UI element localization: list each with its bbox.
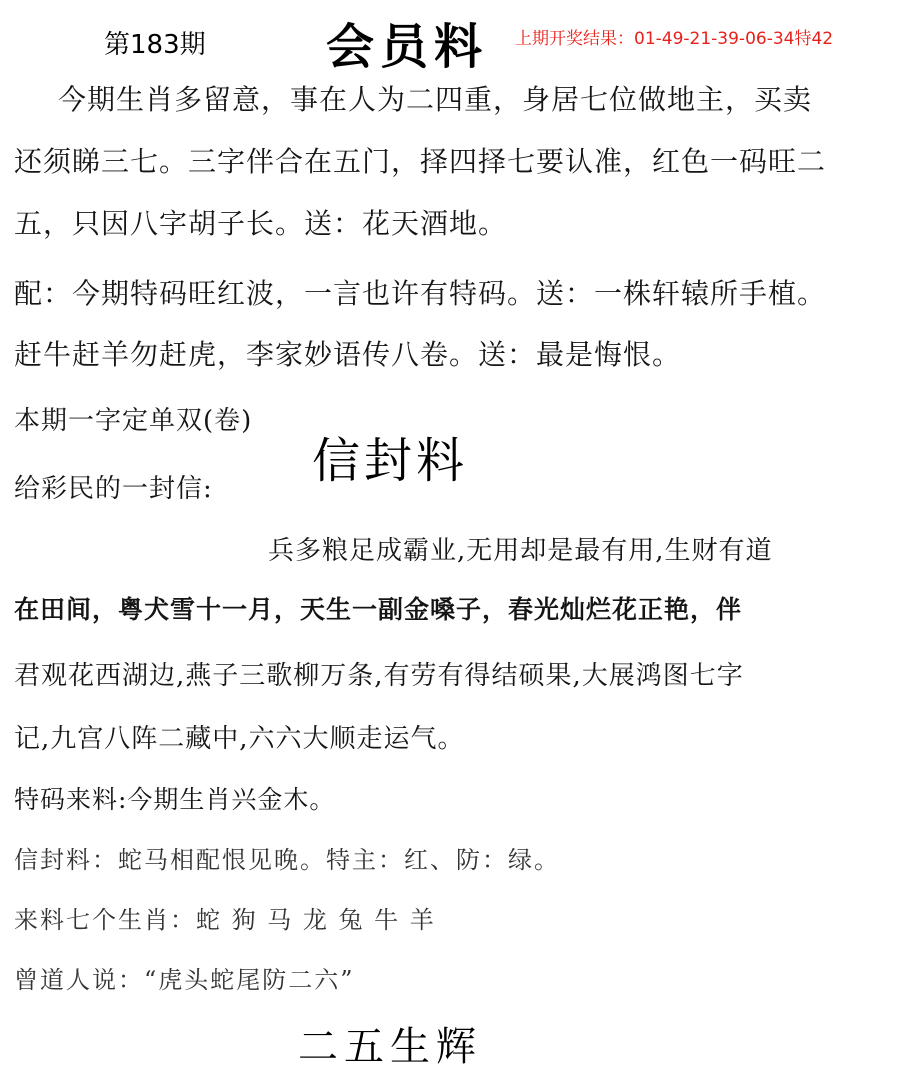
letter-text-line: 记,九宫八阵二藏中,六六大顺走运气。 (14, 724, 465, 754)
page-title: 会员料 (326, 19, 489, 75)
member-text-line: 配：今期特码旺红波，一言也许有特码。送：一株轩辕所手植。 (14, 277, 827, 310)
last-draw-result: 上期开奖结果：01-49-21-39-06-34特42 (515, 29, 834, 49)
member-text-line: 赶牛赶羊勿赶虎，李家妙语传八卷。送：最是悔恨。 (14, 338, 682, 371)
member-text-line: 今期生肖多留意，事在人为二四重，身居七位做地主，买卖 (58, 83, 813, 116)
special-code-line: 特码来料:今期生肖兴金木。 (14, 785, 336, 814)
quote-line: 曾道人说：“虎头蛇尾防二六” (14, 966, 355, 994)
member-text-line: 还须睇三七。三字伴合在五门，择四择七要认准，红色一码旺二 (14, 145, 827, 178)
envelope-hint-line: 信封料：蛇马相配恨见晚。特主：红、防：绿。 (14, 846, 560, 874)
zodiac-list-line: 来料七个生肖：蛇 狗 马 龙 兔 牛 羊 (14, 906, 436, 934)
issue-number: 第183期 (104, 30, 206, 60)
member-text-line: 五，只因八字胡子长。送：花天酒地。 (14, 207, 508, 240)
letter-intro: 给彩民的一封信: (14, 474, 213, 504)
letter-text-line: 在田间，粤犬雪十一月，天生一副金嗓子，春光灿烂花正艳，伴 (14, 595, 743, 624)
envelope-section-title: 信封料 (312, 433, 469, 489)
letter-text-line: 君观花西湖边,燕子三歌柳万条,有劳有得结硕果,大展鸿图七字 (14, 661, 744, 691)
letter-text-line: 兵多粮足成霸业,无用却是最有用,生财有道 (268, 536, 773, 566)
footer-slogan: 二五生辉 (298, 1024, 482, 1070)
single-double-hint: 本期一字定单双(卷) (14, 406, 253, 436)
